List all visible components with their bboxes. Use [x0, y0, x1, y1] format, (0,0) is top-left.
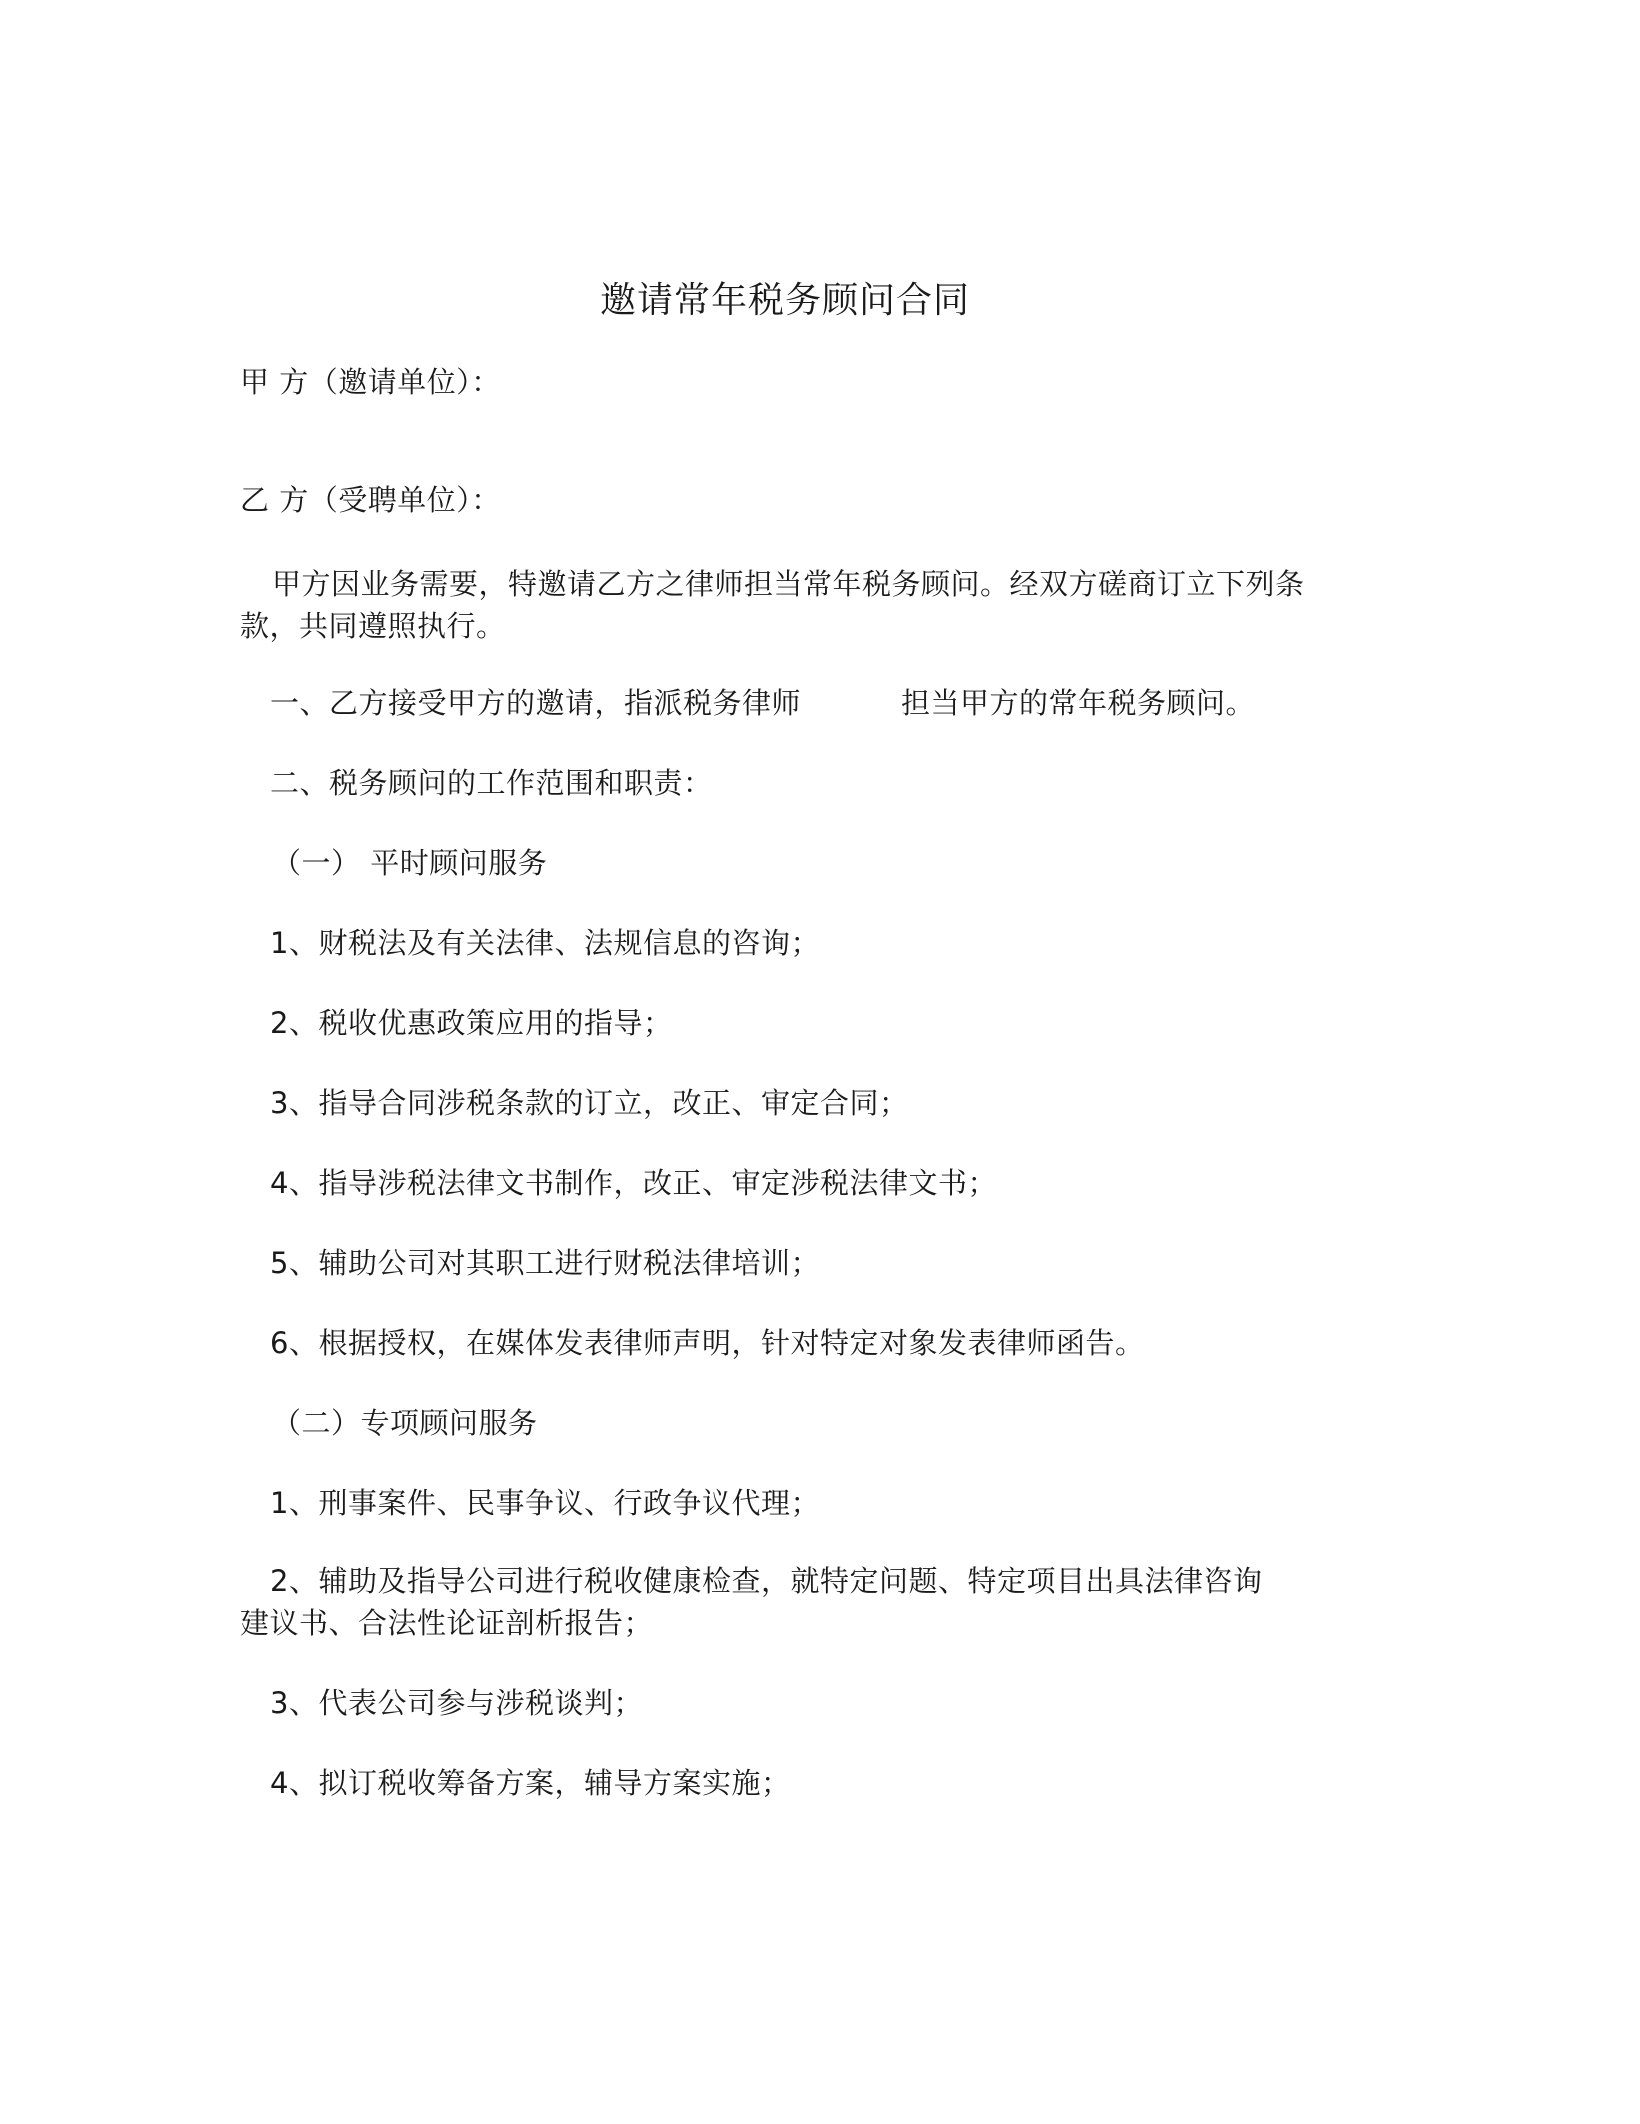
list-item: 5、辅助公司对其职工进行财税法律培训；	[270, 1246, 820, 1280]
clause-2: 二、税务顾问的工作范围和职责：	[270, 766, 713, 800]
list-item-continuation: 建议书、合法性论证剖析报告；	[240, 1606, 654, 1640]
clause-1	[270, 683, 1255, 723]
list-item: 3、代表公司参与涉税谈判；	[270, 1686, 643, 1720]
document-title: 邀请常年税务顾问合同	[599, 280, 970, 321]
list-item: 3、指导合同涉税条款的订立，改正、审定合同；	[270, 1086, 909, 1120]
list-item: 6、根据授权，在媒体发表律师声明，针对特定对象发表律师函告。	[270, 1326, 1145, 1360]
section-2-heading: （二）专项顾问服务	[272, 1406, 538, 1440]
list-item: 4、拟订税收筹备方案，辅导方案实施；	[270, 1766, 791, 1800]
list-item: 2、税收优惠政策应用的指导；	[270, 1006, 673, 1040]
list-item: 2、辅助及指导公司进行税收健康检查，就特定问题、特定项目出具法律咨询	[270, 1564, 1263, 1598]
list-item: 4、指导涉税法律文书制作，改正、审定涉税法律文书；	[270, 1166, 997, 1200]
preamble-line-1: 甲方因业务需要，特邀请乙方之律师担当常年税务顾问。经双方磋商订立下列条	[272, 567, 1305, 601]
clause-1-part-a: 一、乙方接受甲方的邀请，指派税务律师	[270, 686, 802, 720]
party-a-line: 甲 方（邀请单位）：	[240, 365, 501, 399]
section-1-heading: （一） 平时顾问服务	[272, 846, 548, 880]
clause-1-part-b: 担当甲方的常年税务顾问。	[901, 686, 1256, 720]
list-item: 1、刑事案件、民事争议、行政争议代理；	[270, 1486, 820, 1520]
list-item: 1、财税法及有关法律、法规信息的咨询；	[270, 926, 820, 960]
party-b-line: 乙 方（受聘单位）：	[240, 483, 501, 517]
preamble-line-2: 款，共同遵照执行。	[240, 609, 506, 643]
